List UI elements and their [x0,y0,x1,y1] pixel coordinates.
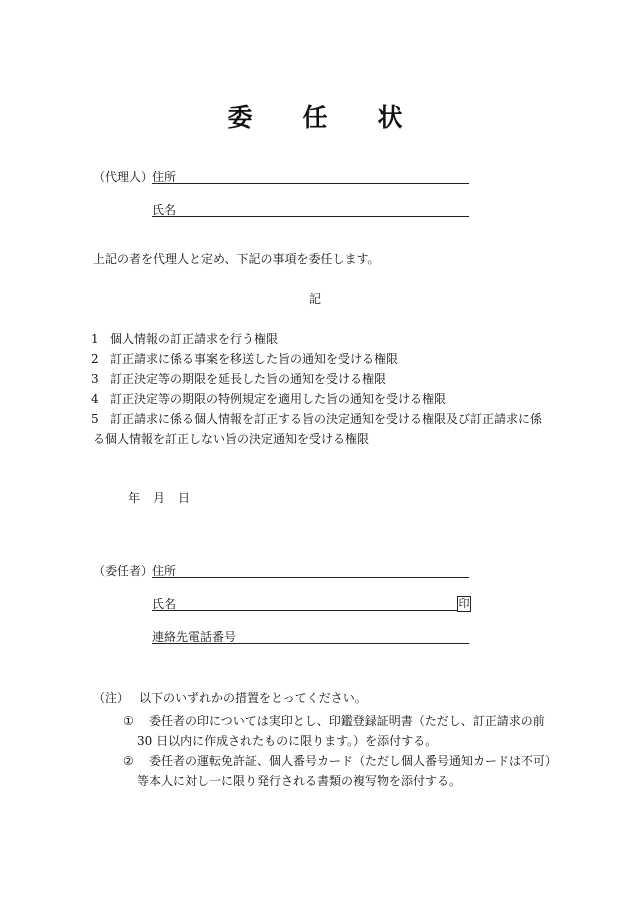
list-item: 個人情報の訂正請求を行う権限 [110,332,279,346]
note-1-line-2: 30 日以内に作成されたものに限ります。）を添付する。 [137,734,438,748]
list-item-number: 4 [91,392,99,406]
date-day: 日 [178,491,191,505]
list-item: 訂正請求に係る事案を移送した旨の通知を受ける権限 [110,352,399,366]
note-1-mark: ① [123,714,134,728]
ki-heading: 記 [309,292,322,306]
intro-text: 上記の者を代理人と定め、下記の事項を委任します。 [93,252,380,266]
list-item: 訂正決定等の期限を延長した旨の通知を受ける権限 [110,372,387,386]
document-title [0,98,630,134]
list-item-number: 3 [91,372,99,386]
principal-address-line[interactable] [152,577,469,578]
agent-name-label: 氏名 [152,203,177,217]
title-char: 任 [302,103,328,132]
principal-phone-line[interactable] [152,643,469,644]
list-item-number: 5 [91,412,99,426]
agent-address-line[interactable] [152,183,469,184]
agent-name-line[interactable] [152,216,469,217]
list-item-number: 1 [91,332,99,346]
notes-label: （注） [93,691,130,705]
seal-box: 印 [458,597,470,610]
title-char: 状 [377,103,403,132]
agent-role-label: （代理人） [93,170,154,184]
principal-name-label: 氏名 [152,597,177,611]
agent-address-label: 住所 [152,170,177,184]
list-item: 訂正決定等の期限の特例規定を適用した旨の通知を受ける権限 [110,392,447,406]
list-item-continuation: る個人情報を訂正しない旨の決定通知を受ける権限 [93,432,370,446]
date-year: 年 [128,491,141,505]
principal-phone-label: 連絡先電話番号 [152,630,237,644]
date-month: 月 [153,491,166,505]
note-2-mark: ② [123,754,134,768]
note-1-line-1: 委任者の印については実印とし、印鑑登録証明書（ただし、訂正請求の前 [149,714,545,728]
note-2-line-2: 等本人に対し一に限り発行される書類の複写物を添付する。 [137,774,462,788]
principal-role-label: （委任者） [93,564,154,578]
note-2-line-1: 委任者の運転免許証、個人番号カード（ただし個人番号通知カードは不可） [149,754,558,768]
principal-name-line[interactable] [152,610,457,611]
list-item-number: 2 [91,352,99,366]
list-item: 訂正請求に係る個人情報を訂正する旨の決定通知を受ける権限及び訂正請求に係 [110,412,543,426]
notes-intro: 以下のいずれかの措置をとってください。 [139,691,367,705]
title-char: 委 [227,103,253,132]
principal-address-label: 住所 [152,564,177,578]
